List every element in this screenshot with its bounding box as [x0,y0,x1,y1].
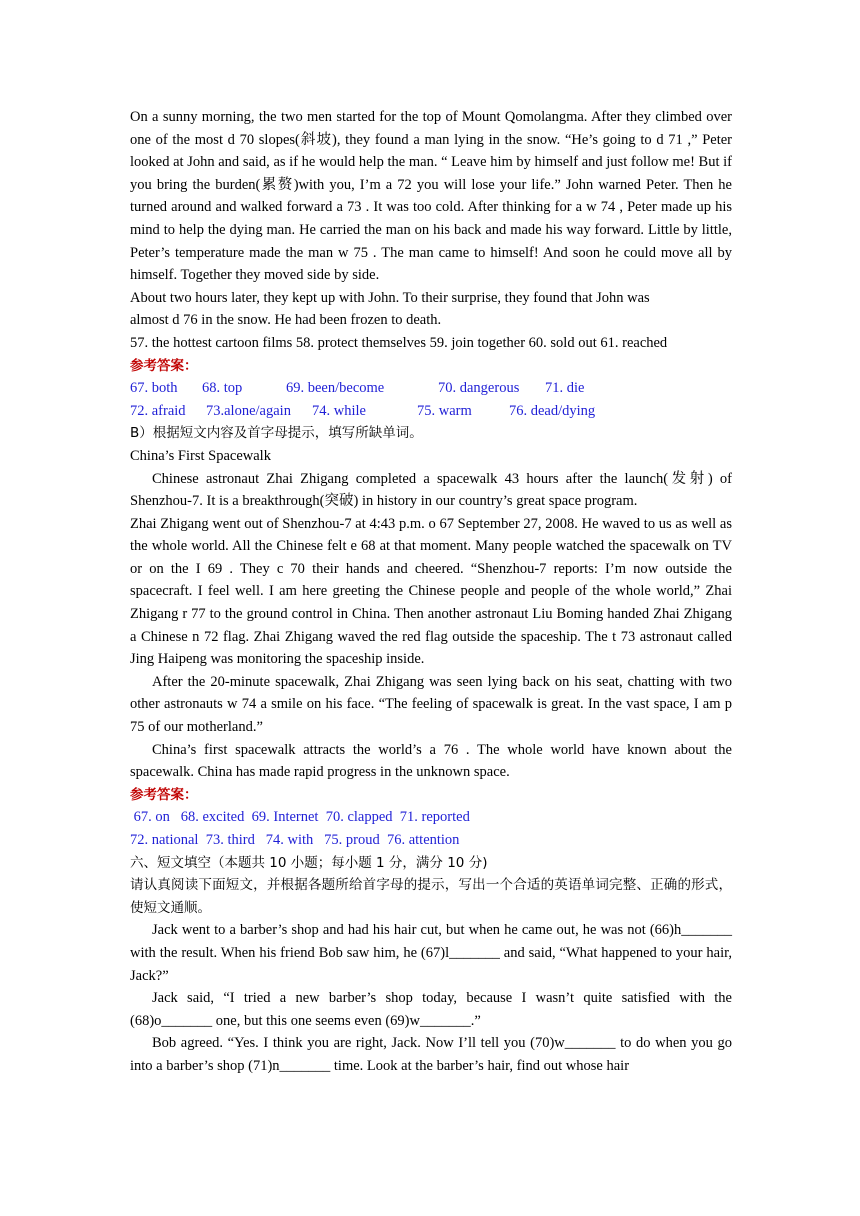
answers-b-row1: 67. on 68. excited 69. Internet 70. clapped 71. reported [130,809,470,826]
passage-b-instruction: B）根据短文内容及首字母提示，填写所缺单词。 [130,425,423,442]
answers-b-row2: 72. national 73. third 74. with 75. proud 76. attention [130,832,460,848]
passage-a-paragraph: On a sunny morning, the two men started for the top of Mount Qomolangma. After they climbed over one of the most d 70 slopes(斜坡), they found a man lying in the snow. “He’s going to d 71 ,” Peter looked at John and said, as if he would help the man. “ Leave him by himself and just follow me! But if you bring the burden(累赘)with you, I’m a 72 you will lose your life.” John warned Peter. Then he turned around and walked forward a 73 . It was too cold. After thinking for a w 74 , Peter made up his mind to help the dying man. He carried the man on his back and made his way forward. Little by little, Peter’s temperature made the man w 75 . The man came to himself! And soon he could move all by himself. Together they moved side by side. [130,109,732,284]
passage-b-p1: Chinese astronaut Zhai Zhigang completed a spacewalk 43 hours after the launch(发射) of Shenzhou-7. It is a breakthrough(突破) in history in our country’s great space program. [130,470,732,510]
answer-item: 70. dangerous [438,380,520,397]
answer-item: 69. been/become [286,380,385,397]
section-six-heading: 六、短文填空（本题共 10 小题；每小题 1 分，满分 10 分) [130,854,488,871]
section-six-p3: Bob agreed. “Yes. I think you are right, Jack. Now I’ll tell you (70)w_______ to do when you go into a barber’s shop (71)n_______ time. Look at the barber’s hair, find out whose hair [130,1035,732,1074]
answers-a-row2 [130,400,732,423]
passage-b-p4: China’s first spacewalk attracts the world’s a 76 . The whole world have known about the spacewalk. China has made rapid progress in the unknown space. [130,741,732,781]
answers-a-label: 参考答案： [130,357,198,374]
answer-item: 75. warm [417,402,472,419]
answer-item: 68. top [202,380,243,397]
answers-a-row1 [130,377,732,400]
answer-item: 71. die [545,380,585,397]
answer-item: 67. both [130,380,178,397]
passage-a-line-b: almost d 76 in the snow. He had been frozen to death. [130,312,442,329]
passage-b-title: China’s First Spacewalk [130,447,271,464]
document-page [130,106,732,1078]
passage-a-line-a: About two hours later, they kept up with John. To their surprise, they found that John was [130,289,650,306]
extra-answers: 57. the hottest cartoon films 58. protect themselves 59. join together 60. sold out 61. reached [130,334,668,351]
answer-item: 73.alone/again [206,402,291,419]
passage-b-p2: Zhai Zhigang went out of Shenzhou-7 at 4:43 p.m. o 67 September 27, 2008. He waved to us as well as the whole world. All the Chinese felt e 68 at that moment. Many people watched the spacewalk on TV or on the I 69 . They c 70 their hands and cheered. “Shenzhou-7 reports: I’m now outside the spacecraft. I feel well. I am here greeting the Chinese people and people of the whole world,” Zhai Zhigang r 77 to the ground control in China. Then another astronaut Liu Boming handed Zhai Zhigang a Chinese n 72 flag. Zhai Zhigang waved the red flag outside the spaceship. The t 73 astronaut called Jing Haipeng was monitoring the spaceship inside. [130,515,732,668]
section-six-p2: Jack said, “I tried a new barber’s shop today, because I wasn’t quite satisfied with the (68)o_______ one, but this one seems even (69)w_______.” [130,990,732,1029]
answers-b-label: 参考答案： [130,786,198,803]
answer-item: 74. while [312,402,366,419]
section-six-p1: Jack went to a barber’s shop and had his hair cut, but when he came out, he was not (66)h_______ with the result. When his friend Bob saw him, he (67)l_______ and said, “What happened to your hair, Jack?” [130,922,732,984]
answer-item: 76. dead/dying [509,402,596,419]
section-six-instruction: 请认真阅读下面短文，并根据各题所给首字母的提示，写出一个合适的英语单词完整、正确的形式，使短文通顺。 [130,877,732,916]
answer-item: 72. afraid [130,402,186,419]
passage-b-p3: After the 20-minute spacewalk, Zhai Zhigang was seen lying back on his seat, chatting with two other astronauts w 74 a smile on his face. “The feeling of spacewalk is great. In the vast space, I am p 75 of our motherland.” [130,673,732,736]
